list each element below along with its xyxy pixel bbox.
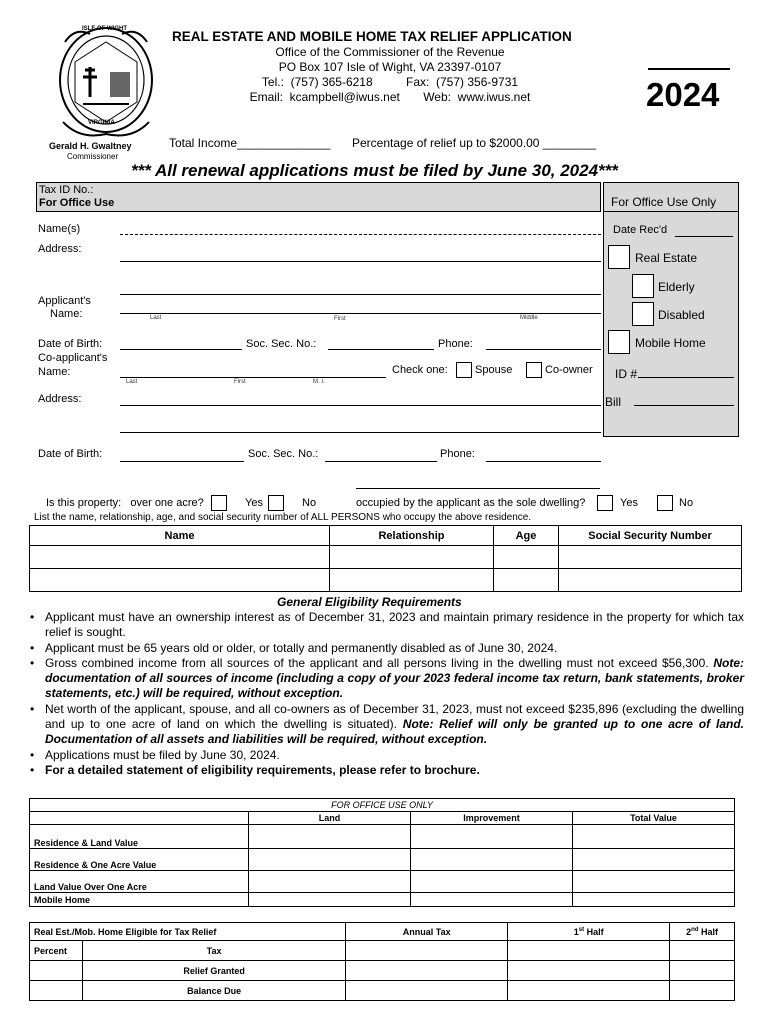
col-relationship: Relationship [330, 526, 494, 546]
list-item: • Applicant must be 65 years old or older, or totally and permanently disabled as of June 30, 2024. [28, 641, 744, 656]
bill-label: Bill [605, 395, 622, 409]
row-percent: Percent [30, 941, 83, 961]
email-web-line: Email: kcampbell@iwus.net Web: www.iwus.net [249, 90, 531, 104]
form-title: REAL ESTATE AND MOBILE HOME TAX RELIEF APPLICATION [172, 29, 572, 44]
coapplicant-dob-line[interactable] [120, 461, 244, 462]
address-line: PO Box 107 Isle of Wight, VA 23397-0107 [278, 60, 502, 74]
header-contact [170, 45, 610, 105]
coapplicant-ssn-label: Soc. Sec. No.: [248, 448, 319, 460]
row-balance-due: Balance Due [83, 981, 346, 1001]
seal-top-text: ISLE OF WIGHT [82, 26, 127, 32]
year-overline [648, 68, 730, 70]
ssn-label: Soc. Sec. No.: [246, 338, 317, 350]
list-item: • For a detailed statement of eligibility requirements, please refer to brochure. [28, 763, 744, 778]
commissioner-name: Gerald H. Gwaltney [49, 141, 132, 151]
coapplicant-mi-caption: M. I. [313, 379, 325, 385]
over-acre-no-checkbox[interactable] [268, 495, 284, 511]
coapplicant-ssn-line[interactable] [325, 461, 437, 462]
spouse-label: Spouse [475, 364, 513, 376]
id-line[interactable] [638, 377, 734, 378]
coapplicant-phone-line[interactable] [486, 461, 601, 462]
applicant-name-label: Name: [50, 308, 83, 320]
row-residence-acre: Residence & One Acre Value [30, 849, 249, 871]
col-name: Name [30, 526, 330, 546]
col-land: Land [249, 812, 411, 825]
real-estate-label: Real Estate [635, 251, 698, 265]
coowner-label: Co-owner [545, 364, 593, 376]
tax-relief-table [29, 922, 735, 1001]
percentage-relief-label: Percentage of relief up to $2000.00 ________ [352, 136, 597, 150]
over-acre-yes-label: Yes [245, 497, 263, 509]
office-panel-heading: For Office Use Only [611, 195, 717, 209]
coapplicant-address-label: Address: [38, 393, 82, 405]
table-row[interactable] [30, 569, 742, 592]
coapplicant-name-line[interactable] [120, 377, 386, 378]
names-label: Name(s) [38, 223, 81, 235]
persons-instruction: List the name, relationship, age, and social security number of ALL PERSONS who occupy the above residence. [34, 512, 532, 523]
coapplicant-dob-label: Date of Birth: [38, 448, 103, 460]
names-line[interactable] [120, 234, 601, 235]
office-table-title: FOR OFFICE USE ONLY [30, 799, 735, 812]
address-label: Address: [38, 243, 82, 255]
over-acre-checkbox[interactable] [211, 495, 227, 511]
office-panel-divider [603, 211, 739, 212]
tax-id-box [36, 182, 601, 212]
phone-label: Phone: [438, 338, 473, 350]
sole-dwelling-yes-label: Yes [620, 497, 638, 509]
phone-fax-line: Tel.: (757) 365-6218 Fax: (757) 356-9731 [261, 75, 519, 89]
list-item: • Applications must be filed by June 30, 2024. [28, 748, 744, 763]
seal-bottom-text: VIRGINIA [88, 120, 115, 126]
office-valuation-table [29, 798, 735, 907]
over-acre-no-label: No [302, 497, 317, 509]
persons-table-header [30, 526, 742, 546]
col-annual-tax: Annual Tax [346, 923, 508, 941]
persons-table [29, 525, 742, 592]
coowner-checkbox[interactable] [526, 362, 542, 378]
row-mobile-home: Mobile Home [30, 893, 249, 907]
office-line: Office of the Commissioner of the Revenue [275, 45, 505, 59]
phone-line[interactable] [486, 349, 601, 350]
tax-id-label: Tax ID No.: [39, 184, 94, 196]
coapplicant-name-label: Name: [38, 366, 71, 378]
col-second-half: 2nd Half [670, 923, 735, 941]
date-recd-line[interactable] [675, 236, 733, 237]
check-one-label: Check one: [392, 364, 448, 376]
commissioner-title: Commissioner [67, 152, 119, 161]
address-line-2[interactable] [120, 294, 601, 295]
applicant-name-line[interactable] [120, 313, 601, 314]
applicant-first-caption: First [334, 316, 346, 322]
sole-dwelling-yes-checkbox[interactable] [597, 495, 613, 511]
applicant-last-caption: Last [150, 315, 162, 321]
mobile-home-label: Mobile Home [635, 336, 706, 350]
date-recd-label: Date Rec'd [613, 224, 668, 236]
sole-dwelling-line [356, 488, 600, 489]
ssn-line[interactable] [328, 349, 434, 350]
coapplicant-last-caption: Last [126, 379, 138, 385]
col-first-half: 1st Half [508, 923, 670, 941]
elderly-label: Elderly [658, 280, 695, 294]
address-line-1[interactable] [120, 261, 601, 262]
property-question-label: Is this property: over one acre? [46, 497, 204, 509]
row-tax: Tax [83, 941, 346, 961]
coapplicant-label: Co-applicant's [38, 352, 108, 364]
table-row[interactable] [30, 546, 742, 569]
id-label: ID # [615, 367, 638, 381]
disabled-label: Disabled [658, 308, 705, 322]
col-total-value: Total Value [573, 812, 735, 825]
coapplicant-first-caption: First [234, 379, 246, 385]
coapplicant-address-line-2[interactable] [120, 432, 601, 433]
dob-line[interactable] [120, 349, 242, 350]
col-improvement: Improvement [411, 812, 573, 825]
sole-dwelling-no-label: No [679, 497, 694, 509]
list-item: • Gross combined income from all sources of the applicant and all persons living in the dwelling must not exceed $56,300. Note: documentation of all sources of income (including a copy of your 2023 federal income tax return, bank statements, broker statements, etc.) will be required, without exception. [28, 656, 744, 702]
requirements-heading: General Eligibility Requirements [277, 595, 462, 609]
year: 2024 [646, 76, 720, 113]
real-estate-checkbox[interactable] [608, 245, 630, 269]
coapplicant-phone-label: Phone: [440, 448, 475, 460]
row-residence-land: Residence & Land Value [30, 825, 249, 849]
sole-dwelling-question: occupied by the applicant as the sole dwelling? [356, 497, 586, 509]
list-item: • Applicant must have an ownership interest as of December 31, 2023 and maintain primary residence in the property for which tax relief is sought. [28, 610, 744, 641]
row-relief-granted: Relief Granted [83, 961, 346, 981]
disabled-checkbox[interactable] [632, 302, 654, 326]
requirements-list [28, 610, 744, 778]
elderly-checkbox[interactable] [632, 274, 654, 298]
applicant-label: Applicant's [38, 295, 91, 307]
applicant-middle-caption: Middle [520, 315, 538, 321]
list-item: • Net worth of the applicant, spouse, and all co-owners as of December 31, 2023, must not exceed $235,896 (excluding the dwelling and up to one acre of land on which the dwelling is situated). Note: Relief will only be granted up to one acre of land. Documentation of all assets and liabilities will be required, without exception. [28, 702, 744, 748]
col-eligible: Real Est./Mob. Home Eligible for Tax Relief [30, 923, 346, 941]
deadline-banner: *** All renewal applications must be filed by June 30, 2024*** [131, 161, 618, 180]
col-age: Age [494, 526, 559, 546]
coapplicant-address-line-1[interactable] [120, 405, 601, 406]
spouse-checkbox[interactable] [456, 362, 472, 378]
col-ssn: Social Security Number [559, 526, 742, 546]
dob-label: Date of Birth: [38, 338, 103, 350]
mobile-home-checkbox[interactable] [608, 330, 630, 354]
sole-dwelling-no-checkbox[interactable] [657, 495, 673, 511]
bill-line[interactable] [634, 405, 734, 406]
row-land-over-acre: Land Value Over One Acre [30, 871, 249, 893]
office-use-label: For Office Use [39, 197, 115, 209]
total-income-label: Total Income______________ [169, 136, 331, 150]
